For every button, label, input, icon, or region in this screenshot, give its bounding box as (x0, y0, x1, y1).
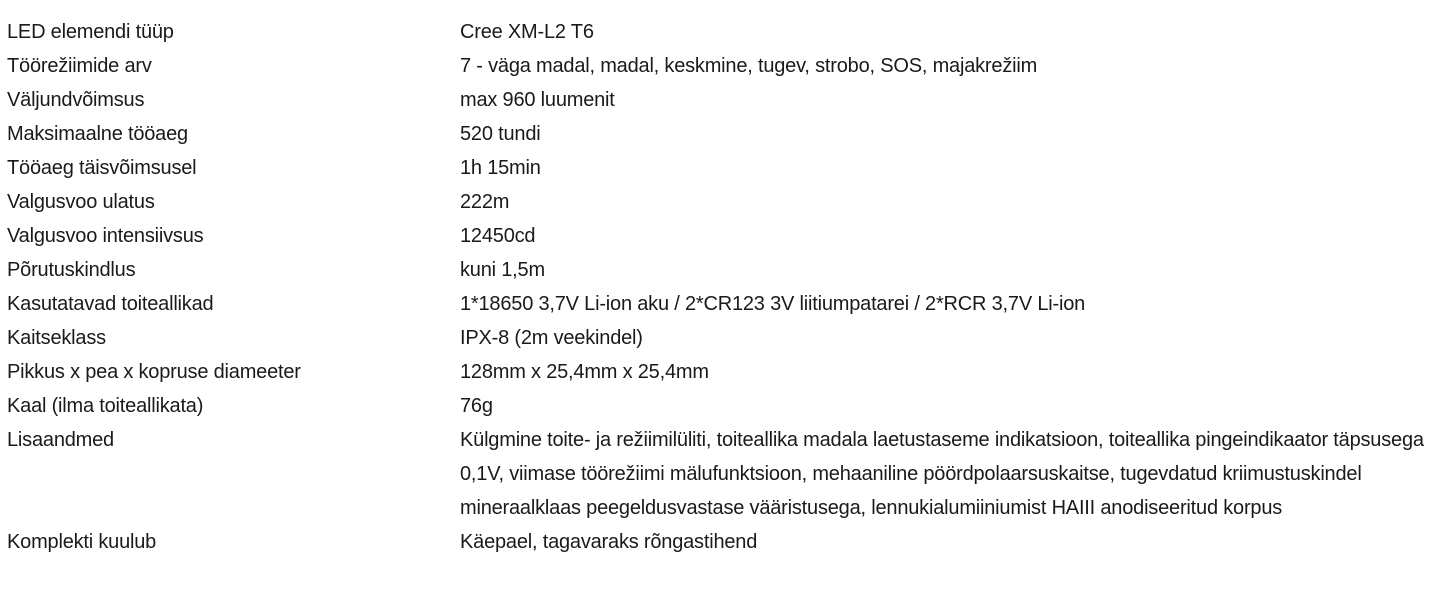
spec-value: max 960 luumenit (460, 89, 615, 111)
spec-label: Maksimaalne tööaeg (7, 123, 188, 145)
spec-value: 76g (460, 395, 493, 417)
spec-label: Kaitseklass (7, 327, 106, 349)
spec-table (7, 15, 1432, 559)
spec-row (7, 117, 1432, 151)
spec-label: Kasutatavad toiteallikad (7, 293, 214, 315)
spec-label: Komplekti kuulub (7, 531, 157, 553)
spec-value: kuni 1,5m (460, 259, 545, 281)
spec-label: Valgusvoo ulatus (7, 191, 155, 213)
spec-value: 7 - väga madal, madal, keskmine, tugev, strobo, SOS, majakrežiim (460, 55, 1038, 77)
spec-row (7, 253, 1432, 287)
spec-row (7, 389, 1432, 423)
spec-row (7, 423, 1432, 525)
spec-label: Pikkus x pea x kopruse diameeter (7, 361, 301, 383)
spec-row (7, 321, 1432, 355)
spec-value: Cree XM-L2 T6 (460, 21, 594, 43)
spec-value: 222m (460, 191, 510, 213)
spec-label: Lisaandmed (7, 429, 114, 451)
spec-value: 128mm x 25,4mm x 25,4mm (460, 361, 709, 383)
spec-row (7, 185, 1432, 219)
spec-value: 1h 15min (460, 157, 541, 179)
spec-label: Tööaeg täisvõimsusel (7, 157, 197, 179)
spec-label: Valgusvoo intensiivsus (7, 225, 204, 247)
spec-row (7, 355, 1432, 389)
spec-value: 1*18650 3,7V Li-ion aku / 2*CR123 3V liitiumpatarei / 2*RCR 3,7V Li-ion (460, 293, 1086, 315)
spec-row (7, 15, 1432, 49)
spec-label: Töörežiimide arv (7, 55, 152, 77)
spec-value: IPX-8 (2m veekindel) (460, 327, 643, 349)
spec-value: 520 tundi (460, 123, 541, 145)
spec-label: Kaal (ilma toiteallikata) (7, 395, 204, 417)
spec-label: Põrutuskindlus (7, 259, 136, 281)
spec-row (7, 83, 1432, 117)
spec-label: LED elemendi tüüp (7, 21, 174, 43)
spec-row (7, 525, 1432, 559)
spec-label: Väljundvõimsus (7, 89, 145, 111)
spec-value: 12450cd (460, 225, 536, 247)
spec-value: Käepael, tagavaraks rõngastihend (460, 531, 758, 553)
spec-row (7, 49, 1432, 83)
spec-row (7, 219, 1432, 253)
spec-value: Külgmine toite- ja režiimilüliti, toiteallika madala laetustaseme indikatsioon, toiteallika pingeindikaator täpsusega 0,1V, viimase töörežiimi mälufunktsioon, mehaaniline pöördpolaarsuskaitse, tugevdatud kriimustuskindel mineraalklaas peegeldusvastase vääristusega, lennukialumiiniumist HAIII anodiseeritud korpus (460, 429, 1424, 519)
spec-row (7, 287, 1432, 321)
spec-row (7, 151, 1432, 185)
